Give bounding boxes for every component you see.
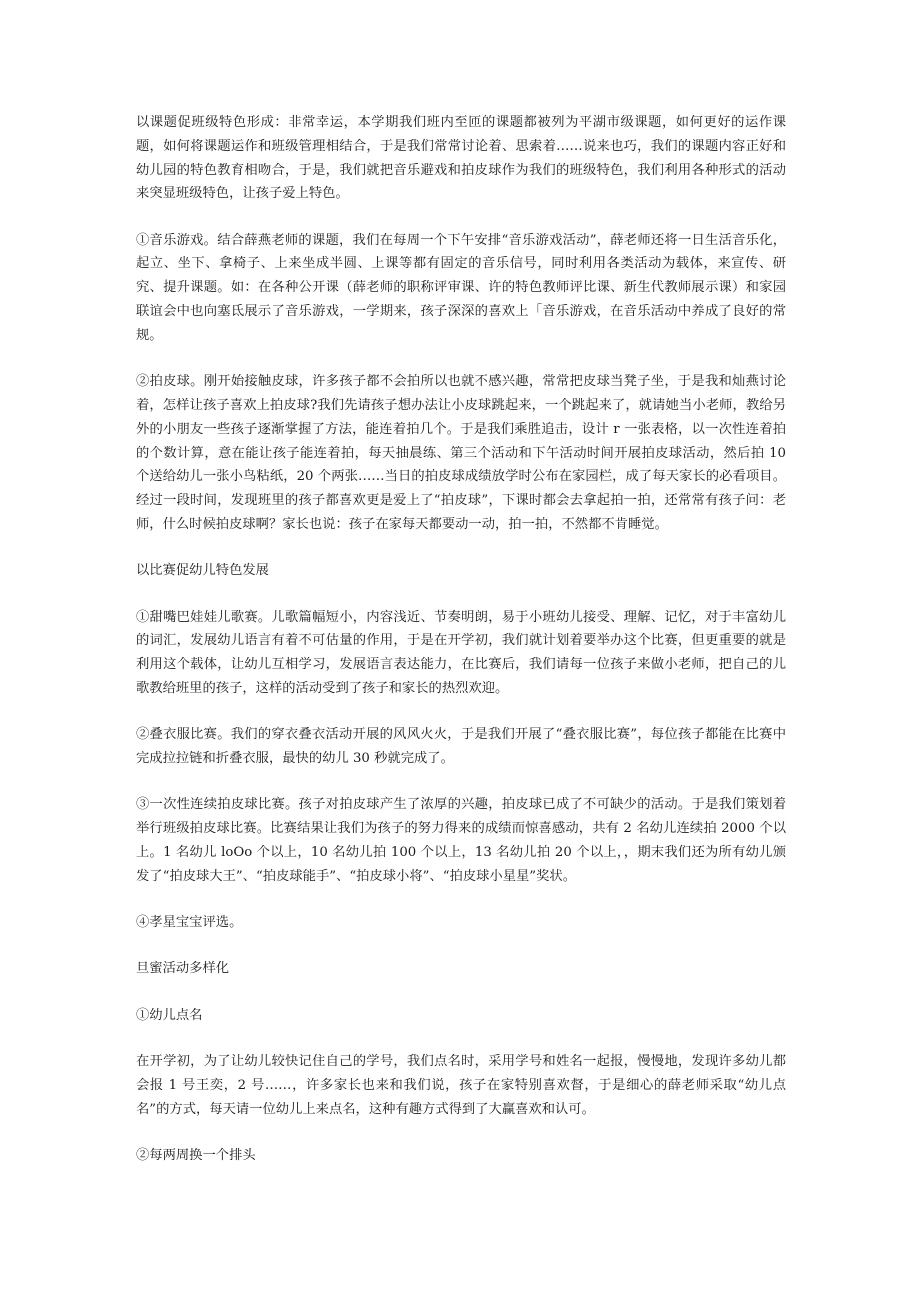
paragraph-clothes-folding-contest: ②叠衣服比赛。我们的穿衣叠衣活动开展的风风火火，于是我们开展了“叠衣服比赛”，每位孩子都能在比赛中完成拉拉链和折叠衣服，最快的幼儿 30 秒就完成了。: [136, 727, 786, 767]
section-heading-daily-activities: 旦蜜活动多样化: [136, 961, 230, 977]
paragraph-nursery-rhyme-contest: ①甜嘴巴娃娃儿歌赛。儿歌篇幅短小，内容浅近、节奏明朗，易于小班幼儿接受、理解、记忆，对于丰富幼儿的词汇，发展幼儿语言有着不可估量的作用，于是在开学初，我们就计划着要举办这个比赛，但更重要的就是利用这个载体，让幼儿互相学习，发展语言表达能力，在比赛后，我们请每一位孩子来做小老师，把自己的儿歌教给班里的孩子，这样的活动受到了孩子和家长的热烈欢迎。: [136, 609, 786, 696]
paragraph-roll-call: 在开学初，为了让幼儿较快记住自己的学号，我们点名时，采用学号和姓名一起报，慢慢地，发现许多幼儿都会报 1 号王奕，2 号……，许多家长也来和我们说，孩子在家特别喜欢督，于是细心的薛老师采取“幼儿点名”的方式，每天请一位幼儿上来点名，这种有趣方式得到了大赢喜欢和认可。: [136, 1053, 786, 1117]
paragraph-ball-bouncing-contest: ③一次性连续拍皮球比赛。孩子对拍皮球产生了浓厚的兴趣，拍皮球已成了不可缺少的活动。于是我们策划着举行班级拍皮球比赛。比赛结果让我们为孩子的努力得来的成绩而惊喜感动，共有 2 名幼儿连续拍 2000 个以上。1 名幼儿 loOo 个以上，10 名幼儿拍 100 个以上，13 名幼儿拍 20 个以上，，期末我们还为所有幼儿颁发了“拍皮球大王”、“拍皮球能手”、“拍皮球小将”、“拍皮球小星星”奖状。: [136, 797, 786, 884]
paragraph-ball-bouncing: ②拍皮球。刚开始接触皮球，许多孩子都不会拍所以也就不感兴趣，常常把皮球当凳子坐，于是我和灿燕讨论着，怎样让孩子喜欢上拍皮球?我们先请孩子想办法让小皮球跳起来，一个跳起来了，就请她当小老师，教给另外的小朋友一些孩子逐渐掌握了方法，能连着拍几个。于是我们乘胜追击，设计 r 一张表格，以一次性连着拍的个数计算，意在能让孩子能连着拍，每天抽晨练、第三个活动和下午活动时间开展拍皮球活动，然后拍 10 个送给幼儿一张小鸟粘纸，20 个两张……当日的拍皮球成绩放学时公布在家园栏，成了每天家长的必看项目。经过一段时间，发现班里的孩子都喜欢更是爱上了“拍皮球”，下课时都会去拿起拍一拍，还常常有孩子问：老师，什么时候拍皮球啊？家长也说：孩子在家每天都要动一动，拍一拍，不然都不肯睡觉。: [136, 374, 786, 532]
document-body: [136, 111, 786, 1190]
paragraph-filial-star-selection: ④孝星宝宝评选。: [136, 915, 243, 931]
subheading-roll-call: ①幼儿点名: [136, 1007, 203, 1023]
subheading-line-leader: ②每两周换一个排头: [136, 1147, 256, 1163]
section-heading-competitions: 以比赛促幼儿特色发展: [136, 563, 269, 579]
paragraph-music-games: ①音乐游戏。结合薛燕老师的课题，我们在每周一个下午安排“音乐游戏活动”，薛老师还将一日生活音乐化，起立、坐下、拿椅子、上来坐成半圆、上课等都有固定的音乐信号，同时利用各类活动为载体，来宣传、研究、提升课题。如：在各种公开课（薛老师的职称评审课、许的特色教师评比课、新生代教师展示课）和家园联谊会中也向塞氐展示了音乐游戏，一学期来，孩子深深的喜欢上「音乐游戏，在音乐活动中养成了良好的常规。: [136, 232, 786, 343]
paragraph-class-feature-intro: 以课题促班级特色形成：非常幸运，本学期我们班内至匝的课题都被列为平湖市级课题，如何更好的运作课题，如何将课题运作和班级管理相结合，于是我们常常讨论着、思索着……说来也巧，我们的课题内容正好和幼儿园的特色教育相吻合，于是，我们就把音乐避戏和拍皮球作为我们的班级特色，我们利用各种形式的活动来突显班级特色，让孩子爱上特色。: [136, 115, 786, 202]
